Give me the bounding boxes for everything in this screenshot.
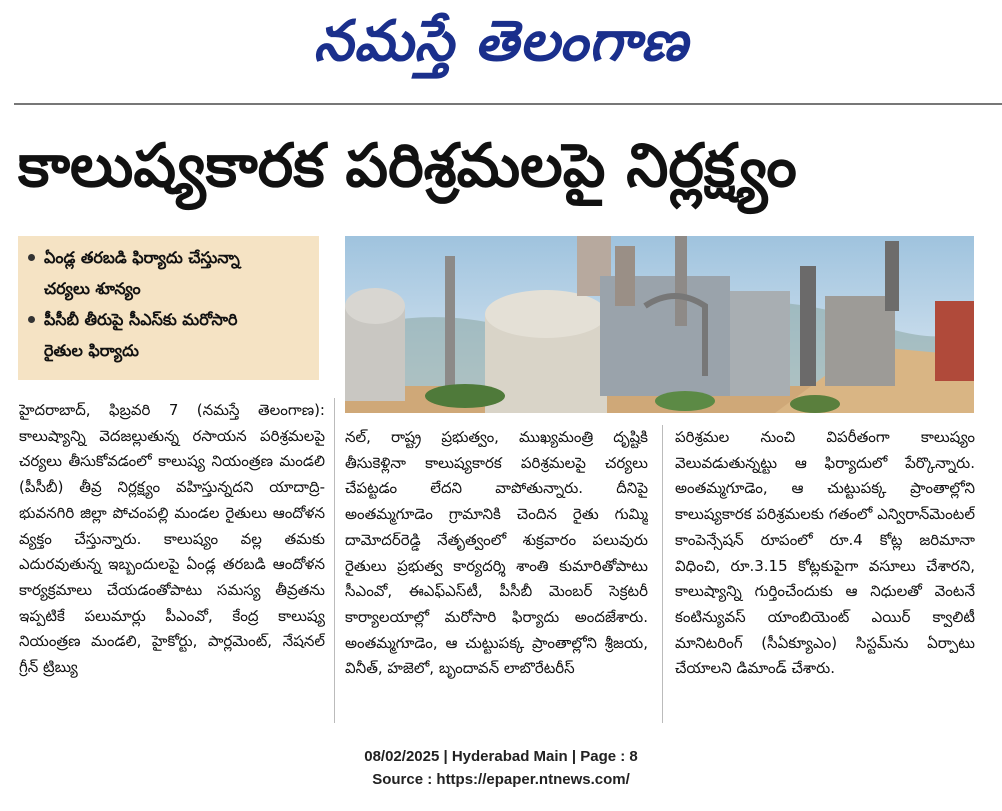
article-column-1 (19, 398, 325, 723)
highlight-item (26, 304, 311, 366)
article-headline: కాలుష్యకారక పరిశ్రమలపై నిర్లక్ష్యం (18, 131, 797, 201)
article-column-2 (345, 425, 648, 725)
highlights-box (18, 236, 319, 380)
source-link[interactable]: Source : https://epaper.ntnews.com/ (372, 771, 630, 788)
highlight-line: ఏండ్ల తరబడి ఫిర్యాదు చేస్తున్నా (44, 248, 240, 267)
column-divider (662, 425, 663, 723)
bullet-icon (28, 254, 35, 261)
industrial-plant-photo (345, 236, 974, 413)
highlight-line: చర్యలు శూన్యం (44, 279, 141, 298)
highlight-line: రైతుల ఫిర్యాదు (44, 341, 139, 360)
article-paragraph: హైదరాబాద్, ఫిబ్రవరి 7 (నమస్తే తెలంగాణ): కాలుష్యాన్ని వెదజల్లుతున్న రసాయన పరిశ్రమలపై చర్యలు తీసుకోవడంలో కాలుష్య నియంత్రణ మండలి (పీసీబీ) తీవ్ర నిర్లక్ష్యం వహిస్తున్నదని యాదాద్రి-భువనగిరి జిల్లా పోచంపల్లి మండల రైతులు ఆందోళన వ్యక్తం చేస్తున్నారు. కాలుష్యం వల్ల తమకు ఎదురవుతున్న ఇబ్బందులపై ఏండ్ల తరబడి ఆందోళన కార్యక్రమాలు చేయడంతోపాటు సమస్య తీవ్రతను ఇప్పటికే పలుమార్లు పీఎంవో, కేంద్ర కాలుష్య నియంత్రణ మండలి, హైకోర్టు, పార్లమెంట్, నేషనల్ గ్రీన్ ట్రిబ్యు (19, 401, 325, 677)
article-column-3 (675, 425, 975, 725)
column-divider (334, 398, 335, 723)
highlight-item (26, 242, 311, 304)
newspaper-logo: నమస్తే తెలంగాణ (313, 9, 689, 74)
masthead-divider (14, 103, 1002, 105)
masthead (0, 0, 1002, 100)
edition-info: 08/02/2025 | Hyderabad Main | Page : 8 (364, 748, 638, 765)
bullet-icon (28, 316, 35, 323)
factory-illustration (345, 236, 974, 413)
article-paragraph: పరిశ్రమల నుంచి విపరీతంగా కాలుష్యం వెలువడుతున్నట్టు ఆ ఫిర్యాదులో పేర్కొన్నారు. అంతమ్మగూడెం, ఆ చుట్టుపక్క ప్రాంతాల్లోని కాలుష్యకారక పరిశ్రమలకు గతంలో ఎన్విరాన్‌మెంటల్ కాంపెన్సేషన్ రూపంలో రూ.4 కోట్ల జరిమానా విధించి, రూ.3.15 కోట్లకుపైగా వసూలు చేశారని, కాలుష్యాన్ని గుర్తించేందుకు ఆ నిధులతో వెంటనే కంటిన్యువస్ యాంబియెంట్ ఎయిర్ క్వాలిటీ మానిటరింగ్ (సీఏక్యూఎం) సిస్టమ్‌ను ఏర్పాటు చేయాలని డిమాండ్ చేశారు. (675, 428, 975, 678)
article-paragraph: నల్, రాష్ట్ర ప్రభుత్వం, ముఖ్యమంత్రి దృష్టికి తీసుకెళ్లినా కాలుష్యకారక పరిశ్రమలపై చర్యలు చేపట్టడం లేదని వాపోతున్నారు. దీనిపై అంతమ్మగూడెం గ్రామానికి చెందిన రైతు గుమ్మి దామోదర్‌రెడ్డి నేతృత్వంలో శుక్రవారం పలువురు రైతులు ప్రభుత్వ కార్యదర్శి శాంతి కుమారితోపాటు సీఎంవో, ఈఎఫ్‌ఎస్‌టీ, పీసీబీ మెంబర్ సెక్రటరీ కార్యాలయాల్లో మరోసారి ఫిర్యాదు అందజేశారు. అంతమ్మగూడెం, ఆ చుట్టుపక్క ప్రాంతాల్లోని శ్రీజయ, వినీత్, హజెలో, బృందావన్ లాబొరేటరీస్ (345, 428, 648, 678)
highlight-line: పీసీబీ తీరుపై సీఎస్‌కు మరోసారి (44, 310, 238, 329)
